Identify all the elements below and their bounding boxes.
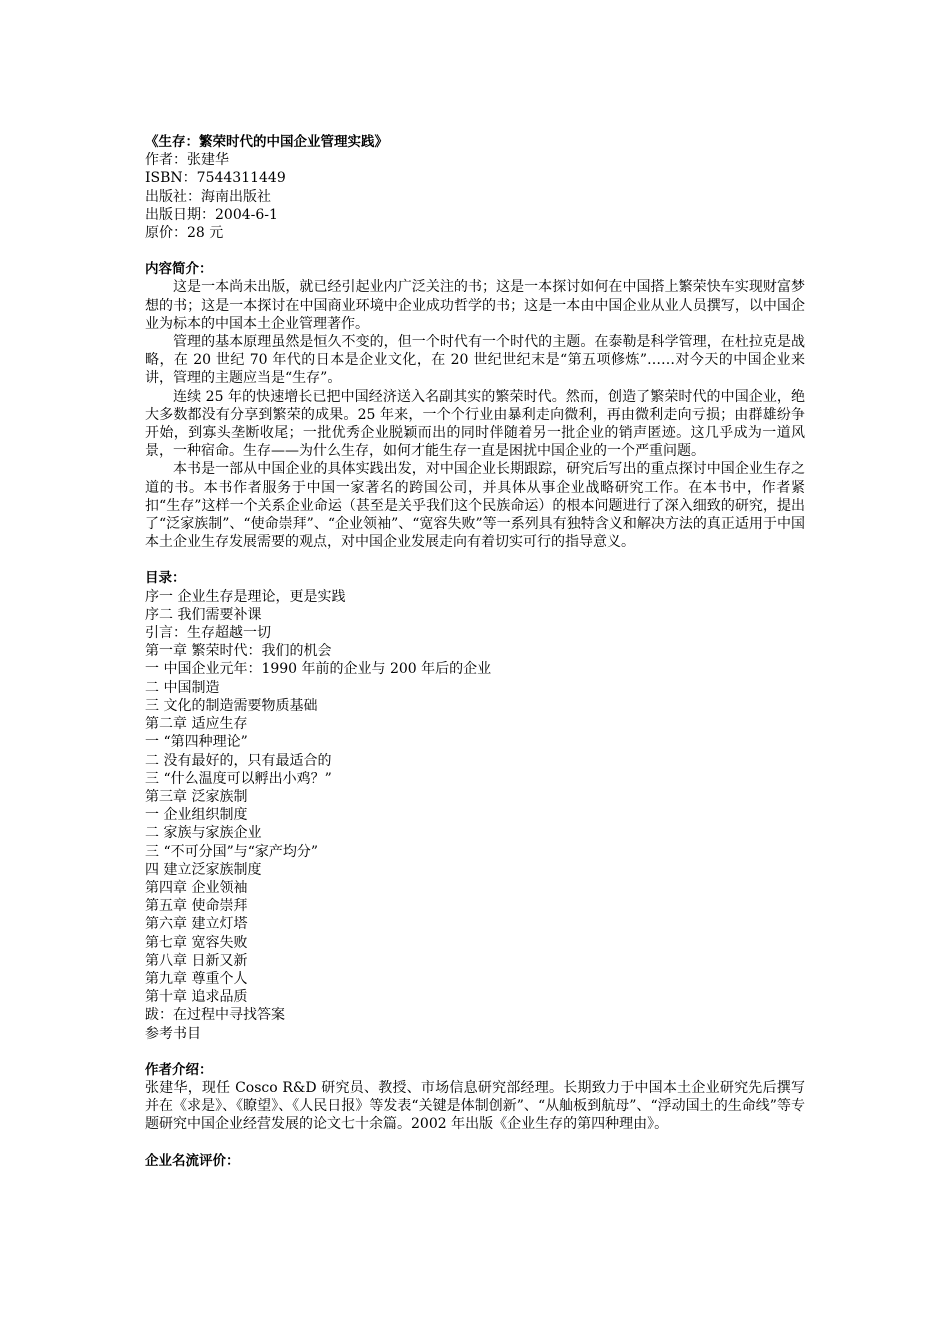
- intro-paragraph: 本书是一部从中国企业的具体实践出发，对中国企业长期跟踪，研究后写出的重点探讨中国企业生存之道的书。本书作者服务于中国一家著名的跨国公司，并具体从事企业战略研究工作。在本书中，作者紧扣“生存”这样一个关系企业命运（甚至是关乎我们这个民族命运）的根本问题进行了深入细致的研究，提出了“泛家族制”、“使命崇拜”、“企业领袖”、“宽容失败”等一系列具有独特含义和解决方法的真正适用于中国本土企业生存发展需要的观点，对中国企业发展走向有着切实可行的指导意义。: [145, 461, 805, 551]
- toc-item: 第五章 使命崇拜: [145, 898, 248, 915]
- author-intro-text: 张建华，现任 Cosco R&D 研究员、教授、市场信息研究部经理。长期致力于中国本土企业研究先后撰写并在《求是》、《瞭望》、《人民日报》等发表“关键是体制创新”、“从舢板到航母”、“浮动国土的生命线”等专题研究中国企业经营发展的论文七十余篇。2002 年出版《企业生存的第四种理由》。: [145, 1079, 805, 1133]
- toc-item: 三 文化的制造需要物质基础: [145, 697, 318, 714]
- toc-item: 四 建立泛家族制度: [145, 861, 262, 878]
- toc-item: 二 没有最好的，只有最适合的: [145, 752, 332, 769]
- toc-item: 二 中国制造: [145, 679, 220, 696]
- toc-item: 第八章 日新又新: [145, 952, 248, 969]
- toc-item: 序二 我们需要补课: [145, 606, 262, 623]
- toc-item: 序一 企业生存是理论，更是实践: [145, 588, 346, 605]
- toc-item: 第三章 泛家族制: [145, 788, 248, 805]
- toc-item: 一 企业组织制度: [145, 807, 248, 824]
- toc-list: [145, 588, 805, 1043]
- intro-body: [145, 278, 805, 551]
- toc-item: 第十章 追求品质: [145, 989, 248, 1006]
- book-price: 原价：28 元: [145, 225, 224, 242]
- toc-item: 一 中国企业元年：1990 年前的企业与 200 年后的企业: [145, 661, 492, 678]
- intro-paragraph: 连续 25 年的快速增长已把中国经济送入名副其实的繁荣时代。然而，创造了繁荣时代的中国企业，绝大多数都没有分享到繁荣的成果。25 年来，一个个行业由暴利走向微利，再由微利走向亏损；由群雄纷争开始，到寡头垄断收尾；一批优秀企业脱颖而出的同时伴随着另一批企业的销声匿迹。这几乎成为一道风景，一种宿命。生存——为什么生存，如何才能生存一直是困扰中国企业的一个严重问题。: [145, 388, 805, 460]
- toc-item: 第七章 宽容失败: [145, 934, 248, 951]
- toc-item: 参考书目: [145, 1025, 201, 1042]
- document-page: [145, 133, 805, 1170]
- author-intro-heading: 作者介绍：: [145, 1061, 213, 1078]
- toc-item: 二 家族与家族企业: [145, 825, 262, 842]
- book-isbn: ISBN：7544311449: [145, 170, 286, 187]
- toc-item: 第九章 尊重个人: [145, 970, 248, 987]
- book-publisher: 出版社：海南出版社: [145, 188, 271, 205]
- toc-item: 第一章 繁荣时代：我们的机会: [145, 643, 332, 660]
- toc-item: 三 “什么温度可以孵出小鸡？”: [145, 770, 332, 787]
- book-date: 出版日期：2004-6-1: [145, 206, 278, 223]
- intro-paragraph: 这是一本尚未出版，就已经引起业内广泛关注的书；这是一本探讨如何在中国搭上繁荣快车实现财富梦想的书；这是一本探讨在中国商业环境中企业成功哲学的书；这是一本由中国企业从业人员撰写，以中国企业为标本的中国本土企业管理著作。: [145, 279, 805, 332]
- toc-item: 跋：在过程中寻找答案: [145, 1007, 285, 1024]
- book-title: 《生存：繁荣时代的中国企业管理实践》: [145, 134, 388, 150]
- intro-paragraph: 管理的基本原理虽然是恒久不变的，但一个时代有一个时代的主题。在泰勒是科学管理，在杜拉克是战略，在 20 世纪 70 年代的日本是企业文化，在 20 世纪世纪末是“第五项修炼”……对今天的中国企业来讲，管理的主题应当是“生存”。: [145, 334, 805, 387]
- toc-item: 三 “不可分国”与“家产均分”: [145, 843, 319, 860]
- toc-heading: 目录：: [145, 570, 186, 587]
- reviews-heading: 企业名流评价：: [145, 1152, 240, 1169]
- toc-item: 第六章 建立灯塔: [145, 916, 248, 933]
- intro-heading: 内容简介：: [145, 261, 213, 278]
- book-author: 作者：张建华: [145, 152, 229, 169]
- toc-item: 引言：生存超越一切: [145, 625, 271, 642]
- toc-item: 第二章 适应生存: [145, 716, 248, 733]
- toc-item: 第四章 企业领袖: [145, 879, 248, 896]
- toc-item: 一 “第四种理论”: [145, 734, 248, 751]
